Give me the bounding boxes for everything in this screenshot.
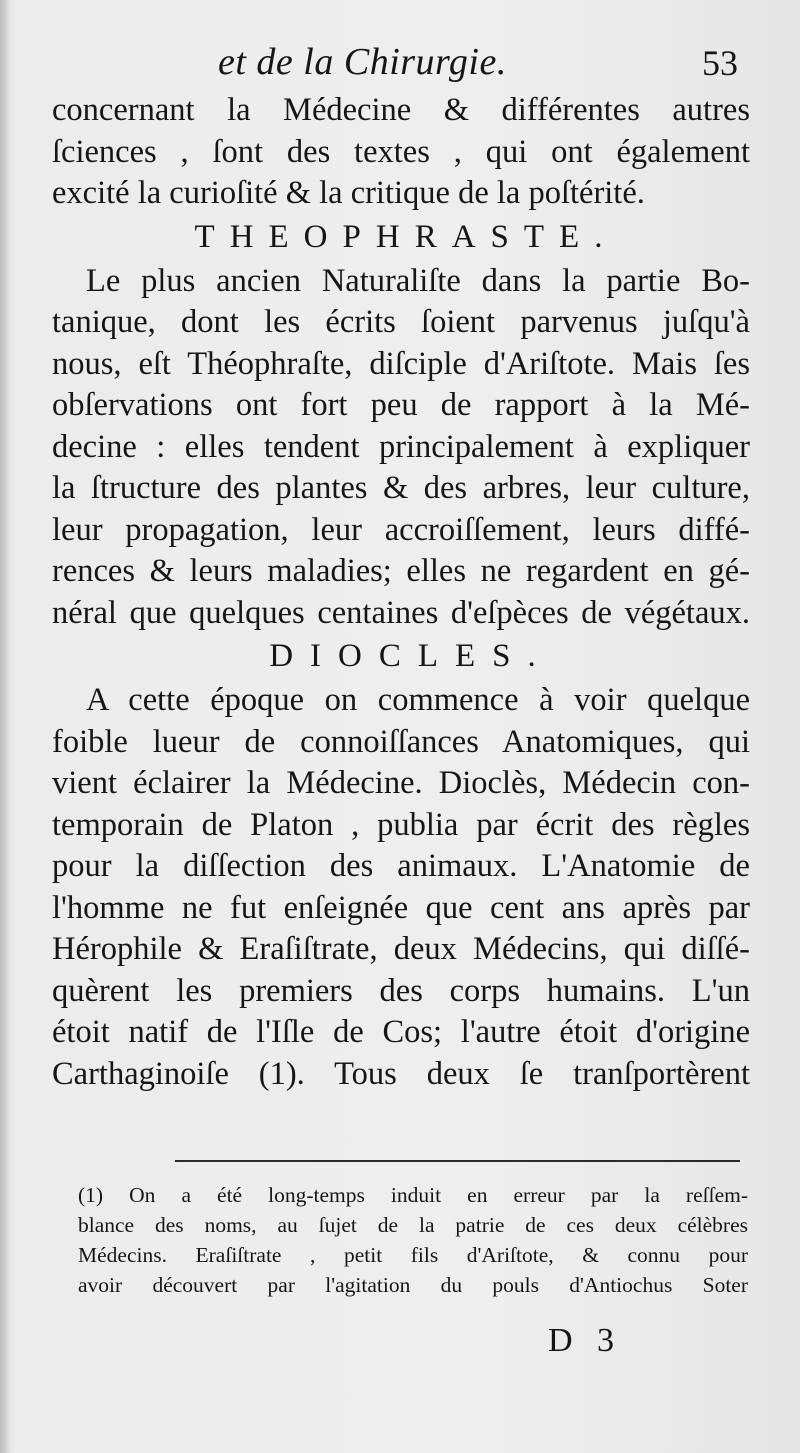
text-line: excité la curioſité & la critique de la poſtérité.	[52, 175, 645, 211]
text-line: temporain de Platon , publia par écrit des règles	[52, 806, 750, 843]
text-line: la ſtructure des plantes & des arbres, leur culture,	[52, 470, 750, 506]
page-number: 53	[702, 43, 738, 83]
page-header	[0, 40, 800, 90]
page-gutter-shadow	[0, 0, 10, 1453]
text-line: Hérophile & Eraſiſtrate, deux Médecins, qui diſſé-	[52, 931, 750, 967]
footnote-divider	[175, 1160, 740, 1162]
footnote	[78, 1180, 748, 1300]
section-heading-theophraste: THEOPHRASTE.	[194, 218, 618, 255]
text-line: A cette époque on commence à voir quelque	[86, 682, 750, 718]
text-line: quèrent les premiers des corps humains. L'un	[52, 972, 750, 1009]
text-line: étoit natif de l'Iſle de Cos; l'autre étoit d'origine	[52, 1014, 750, 1050]
running-head: et de la Chirurgie.	[218, 41, 507, 83]
text-line: leur propagation, leur accroiſſement, leurs diffé-	[52, 511, 750, 548]
footnote-line: avoir découvert par l'agitation du pouls d'Antiochus Soter	[78, 1273, 748, 1297]
text-line: concernant la Médecine & différentes autres	[52, 92, 750, 128]
text-line: l'homme ne fut enſeignée que cent ans après par	[52, 889, 750, 926]
body-text	[52, 90, 750, 1095]
text-line: vient éclairer la Médecine. Dioclès, Médecin con-	[52, 765, 750, 801]
text-line: obſervations ont fort peu de rapport à la Mé-	[52, 387, 750, 423]
text-line: Carthaginoiſe (1). Tous deux ſe tranſportèrent	[52, 1055, 750, 1092]
text-line: decine : elles tendent principalement à expliquer	[52, 428, 750, 465]
footnote-line: blance des noms, au ſujet de la patrie de ces deux célèbres	[78, 1213, 748, 1237]
section-heading-diocles: DIOCLES.	[269, 638, 553, 674]
text-line: tanique, dont les écrits ſoient parvenus juſqu'à	[52, 304, 750, 340]
footnote-line: (1) On a été long-temps induit en erreur par la reſſem-	[78, 1183, 748, 1207]
text-line: pour la diſſection des animaux. L'Anatomie de	[52, 848, 750, 884]
text-line: néral que quelques centaines d'eſpèces de végétaux.	[52, 594, 750, 631]
text-line: ſciences , ſont des textes , qui ont également	[52, 133, 750, 170]
footnote-line: Médecins. Eraſiſtrate , petit fils d'Ariſtote, & connu pour	[78, 1243, 748, 1267]
signature-mark: D 3	[548, 1322, 623, 1359]
text-line: rences & leurs maladies; elles ne regardent en gé-	[52, 553, 750, 589]
text-line: foible lueur de connoiſſances Anatomiques, qui	[52, 723, 750, 760]
text-line: nous, eſt Théophraſte, diſciple d'Ariſtote. Mais ſes	[52, 345, 750, 382]
text-line: Le plus ancien Naturaliſte dans la partie Bo-	[86, 262, 750, 299]
